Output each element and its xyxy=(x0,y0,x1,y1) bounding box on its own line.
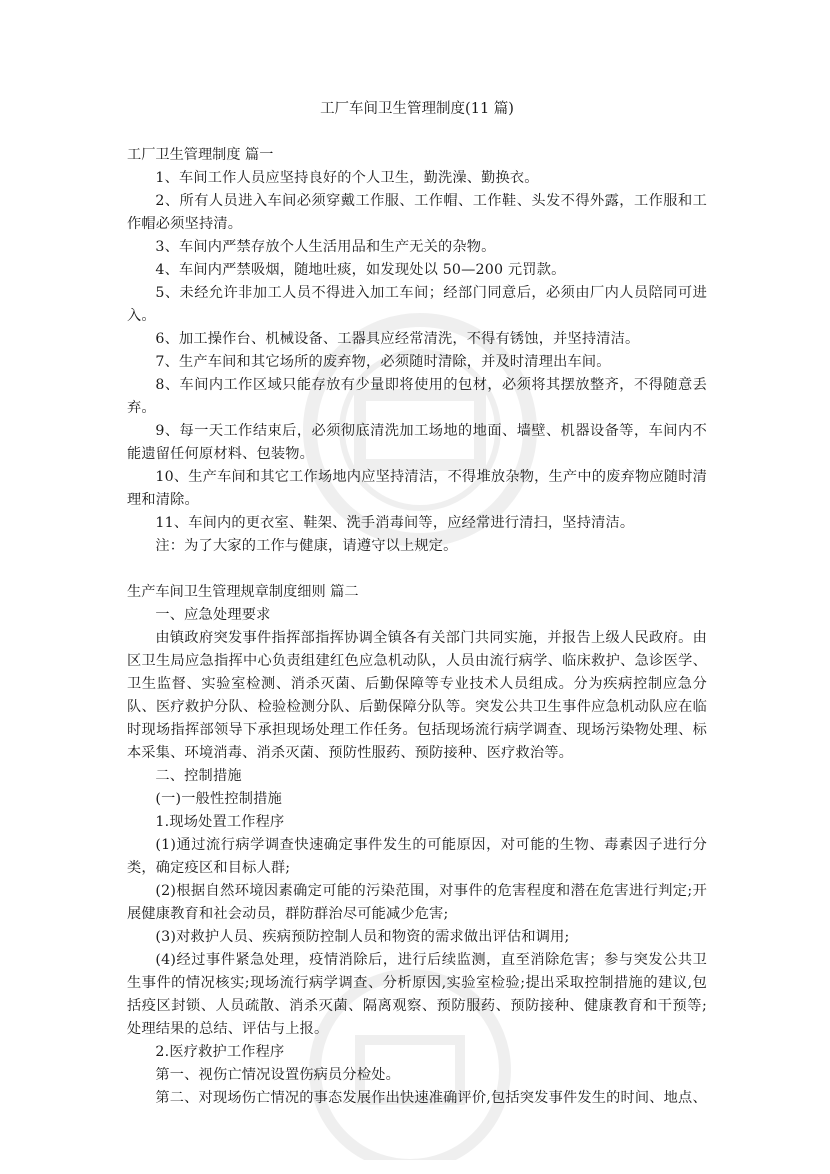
section-spacer xyxy=(127,558,707,581)
section2-subheading: (一)一般性控制措施 xyxy=(155,791,282,807)
section1-item: 1、车间工作人员应坚持良好的个人卫生，勤洗澡、勤换衣。 xyxy=(155,170,539,186)
section2-paragraph: (3)对救护人员、疾病预防控制人员和物资的需求做出评估和调用; xyxy=(155,929,570,945)
section1-item: 8、车间内工作区域只能存放有少量即将使用的包材，必须将其摆放整齐，不得随意丢弃。 xyxy=(127,377,707,416)
section2-paragraph: 第一、视伤亡情况设置伤病员分检处。 xyxy=(155,1067,400,1083)
section2-paragraph: (4)经过事件紧急处理，疫情消除后，进行后续监测，直至消除危害；参与突发公共卫生事件的情况核实;现场流行病学调查、分析原因,实验室检验;提出采取控制措施的建议,包括疫区封锁、人员疏散、消杀灭菌、隔离观察、预防服药、预防接种、健康教育和干预等;处理结果的总结、评估与上报。 xyxy=(127,952,707,1037)
section1-item: 9、每一天工作结束后，必须彻底清洗加工场地的地面、墙壁、机器设备等，车间内不能遗留任何原材料、包装物。 xyxy=(127,423,707,462)
section2-subheading: 2.医疗救护工作程序 xyxy=(155,1044,285,1060)
section1-item: 11、车间内的更衣室、鞋架、洗手消毒间等，应经常进行清扫，坚持清洁。 xyxy=(155,515,635,531)
section2-paragraph: (1)通过流行病学调查快速确定事件发生的可能原因，对可能的生物、毒素因子进行分类，确定疫区和目标人群; xyxy=(127,837,707,876)
section1-item: 3、车间内严禁存放个人生活用品和生产无关的杂物。 xyxy=(155,239,496,255)
document-title: 工厂车间卫生管理制度(11 篇) xyxy=(320,101,514,117)
section2-subheading: 一、应急处理要求 xyxy=(155,607,271,623)
section1-note: 注：为了大家的工作与健康，请遵守以上规定。 xyxy=(155,538,458,554)
section1-item: 7、生产车间和其它场所的废弃物，必须随时清除，并及时清理出车间。 xyxy=(155,354,611,370)
section1-heading: 工厂卫生管理制度 篇一 xyxy=(127,147,274,163)
document-body xyxy=(127,98,707,1110)
section2-paragraph: 第二、对现场伤亡情况的事态发展作出快速准确评价,包括突发事件发生的时间、地点、 xyxy=(155,1090,707,1106)
section1-item: 10、生产车间和其它工作场地内应坚持清洁，不得堆放杂物，生产中的废弃物应随时清理和清除。 xyxy=(127,469,707,508)
section2-paragraph: 由镇政府突发事件指挥部指挥协调全镇各有关部门共同实施，并报告上级人民政府。由区卫生局应急指挥中心负责组建红色应急机动队，人员由流行病学、临床救护、急诊医学、卫生监督、实验室检测、消杀灭菌、后勤保障等专业技术人员组成。分为疾病控制应急分队、医疗救护分队、检验检测分队、后勤保障分队等。突发公共卫生事件应急机动队应在临时现场指挥部领导下承担现场处理工作任务。包括现场流行病学调查、现场污染物处理、标本采集、环境消毒、消杀灭菌、预防性服药、预防接种、医疗救治等。 xyxy=(127,630,707,761)
section1-item: 4、车间内严禁吸烟，随地吐痰，如发现处以 50—200 元罚款。 xyxy=(155,262,566,278)
section2-heading: 生产车间卫生管理规章制度细则 篇二 xyxy=(127,584,359,600)
section1-item: 2、所有人员进入车间必须穿戴工作服、工作帽、工作鞋、头发不得外露，工作服和工作帽必须坚持清。 xyxy=(127,193,707,232)
section1-item: 5、未经允许非加工人员不得进入加工车间；经部门同意后，必须由厂内人员陪同可进入。 xyxy=(127,285,707,324)
section1-item: 6、加工操作台、机械设备、工器具应经常清洗，不得有锈蚀，并坚持清洁。 xyxy=(155,331,640,347)
section2-subheading: 1.现场处置工作程序 xyxy=(155,814,285,830)
section2-subheading: 二、控制措施 xyxy=(155,768,242,784)
section2-paragraph: (2)根据自然环境因素确定可能的污染范围，对事件的危害程度和潜在危害进行判定;开展健康教育和社会动员，群防群治尽可能减少危害; xyxy=(127,883,707,922)
